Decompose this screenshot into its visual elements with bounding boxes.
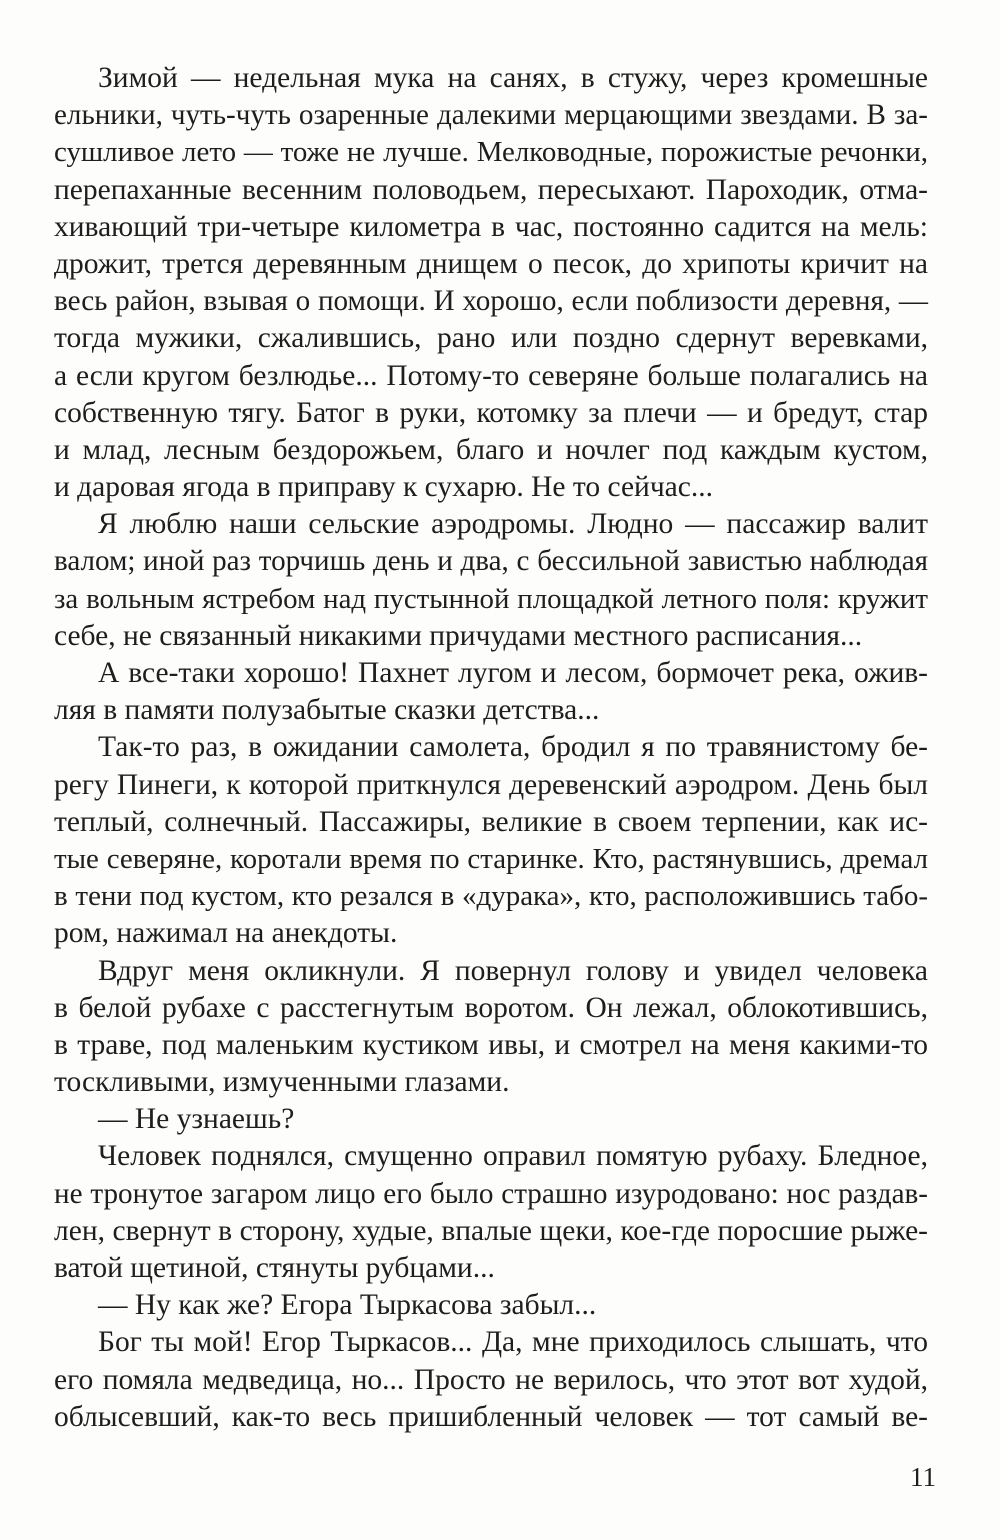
text-line: валом; иной раз торчишь день и два, с бессильной завистью наблюдая xyxy=(54,545,928,578)
text-line: а если кругом безлюдье... Потому-то северяне больше полагались на xyxy=(54,359,928,392)
text-line: собственную тягу. Батог в руки, котомку за плечи — и бредут, стар xyxy=(54,396,928,429)
text-line: тые северяне, коротали время по старинке. Кто, растянувшись, дремал xyxy=(54,842,928,875)
text-line: регу Пинеги, к которой приткнулся деревенский аэродром. День был xyxy=(54,768,928,801)
text-line: Я люблю наши сельские аэродромы. Людно — пассажир валит xyxy=(98,508,928,541)
text-line: и даровая ягода в приправу к сухарю. Не то сейчас... xyxy=(54,471,713,504)
text-line: себе, не связанный никакими причудами местного расписания... xyxy=(54,619,863,652)
text-line: в тени под кустом, кто резался в «дурака», кто, расположившись табо- xyxy=(54,880,928,913)
text-line: ром, нажимал на анекдоты. xyxy=(54,917,398,950)
text-line: не тронутое загаром лицо его было страшно изуродовано: нос раздав- xyxy=(54,1177,928,1210)
text-line: тогда мужики, сжалившись, рано или поздно сдернут веревками, xyxy=(54,322,928,355)
text-line: облысевший, как-то весь пришибленный человек — тот самый ве- xyxy=(54,1400,928,1433)
text-line: тоскливыми, измученными глазами. xyxy=(54,1066,510,1099)
text-line: А все-таки хорошо! Пахнет лугом и лесом, бормочет река, ожив- xyxy=(98,657,928,689)
text-line: в траве, под маленьким кустиком ивы, и смотрел на меня какими-то xyxy=(54,1028,928,1061)
text-line: теплый, солнечный. Пассажиры, великие в своем терпении, как ис- xyxy=(54,805,928,838)
text-line: и млад, лесным бездорожьем, благо и ночлег под каждым кустом, xyxy=(54,433,928,466)
page-number: 11 xyxy=(910,1462,936,1492)
body-text xyxy=(54,60,928,1436)
text-line: ляя в памяти полузабытые сказки детства... xyxy=(54,694,600,727)
text-line: сушливое лето — тоже не лучше. Мелководные, порожистые речонки, xyxy=(54,136,928,169)
text-line: ватой щетиной, стянуты рубцами... xyxy=(54,1252,495,1284)
text-line: ельники, чуть-чуть озаренные далекими мерцающими звездами. В за- xyxy=(54,99,928,132)
text-line: хивающий три-четыре километра в час, постоянно садится на мель: xyxy=(54,210,928,243)
text-line: перепаханные весенним половодьем, пересыхают. Пароходик, отма- xyxy=(54,173,928,206)
text-line: Вдруг меня окликнули. Я повернул голову и увидел человека xyxy=(98,954,928,987)
text-line: его помяла медведица, но... Просто не верилось, что этот вот худой, xyxy=(54,1363,928,1396)
text-line: Бог ты мой! Егор Тыркасов... Да, мне приходилось слышать, что xyxy=(98,1326,928,1359)
text-line: — Ну как же? Егора Тыркасова забыл... xyxy=(98,1289,597,1322)
text-line: лен, свернут в сторону, худые, впалые щеки, кое-где поросшие рыже- xyxy=(54,1214,928,1247)
text-line: Зимой — недельная мука на санях, в стужу, через кромешные xyxy=(98,62,928,94)
text-line: Человек поднялся, смущенно оправил помятую рубаху. Бледное, xyxy=(98,1140,928,1173)
text-line: Так-то раз, в ожидании самолета, бродил я по травянистому бе- xyxy=(98,731,928,764)
text-line: за вольным ястребом над пустынной площадкой летного поля: кружит xyxy=(54,582,928,615)
text-line: в белой рубахе с расстегнутым воротом. Он лежал, облокотившись, xyxy=(54,991,928,1024)
text-line: — Не узнаешь? xyxy=(98,1103,295,1136)
text-line: весь район, взывая о помощи. И хорошо, если поблизости деревня, — xyxy=(54,285,928,318)
text-line: дрожит, трется деревянным днищем о песок, до хрипоты кричит на xyxy=(54,247,928,280)
